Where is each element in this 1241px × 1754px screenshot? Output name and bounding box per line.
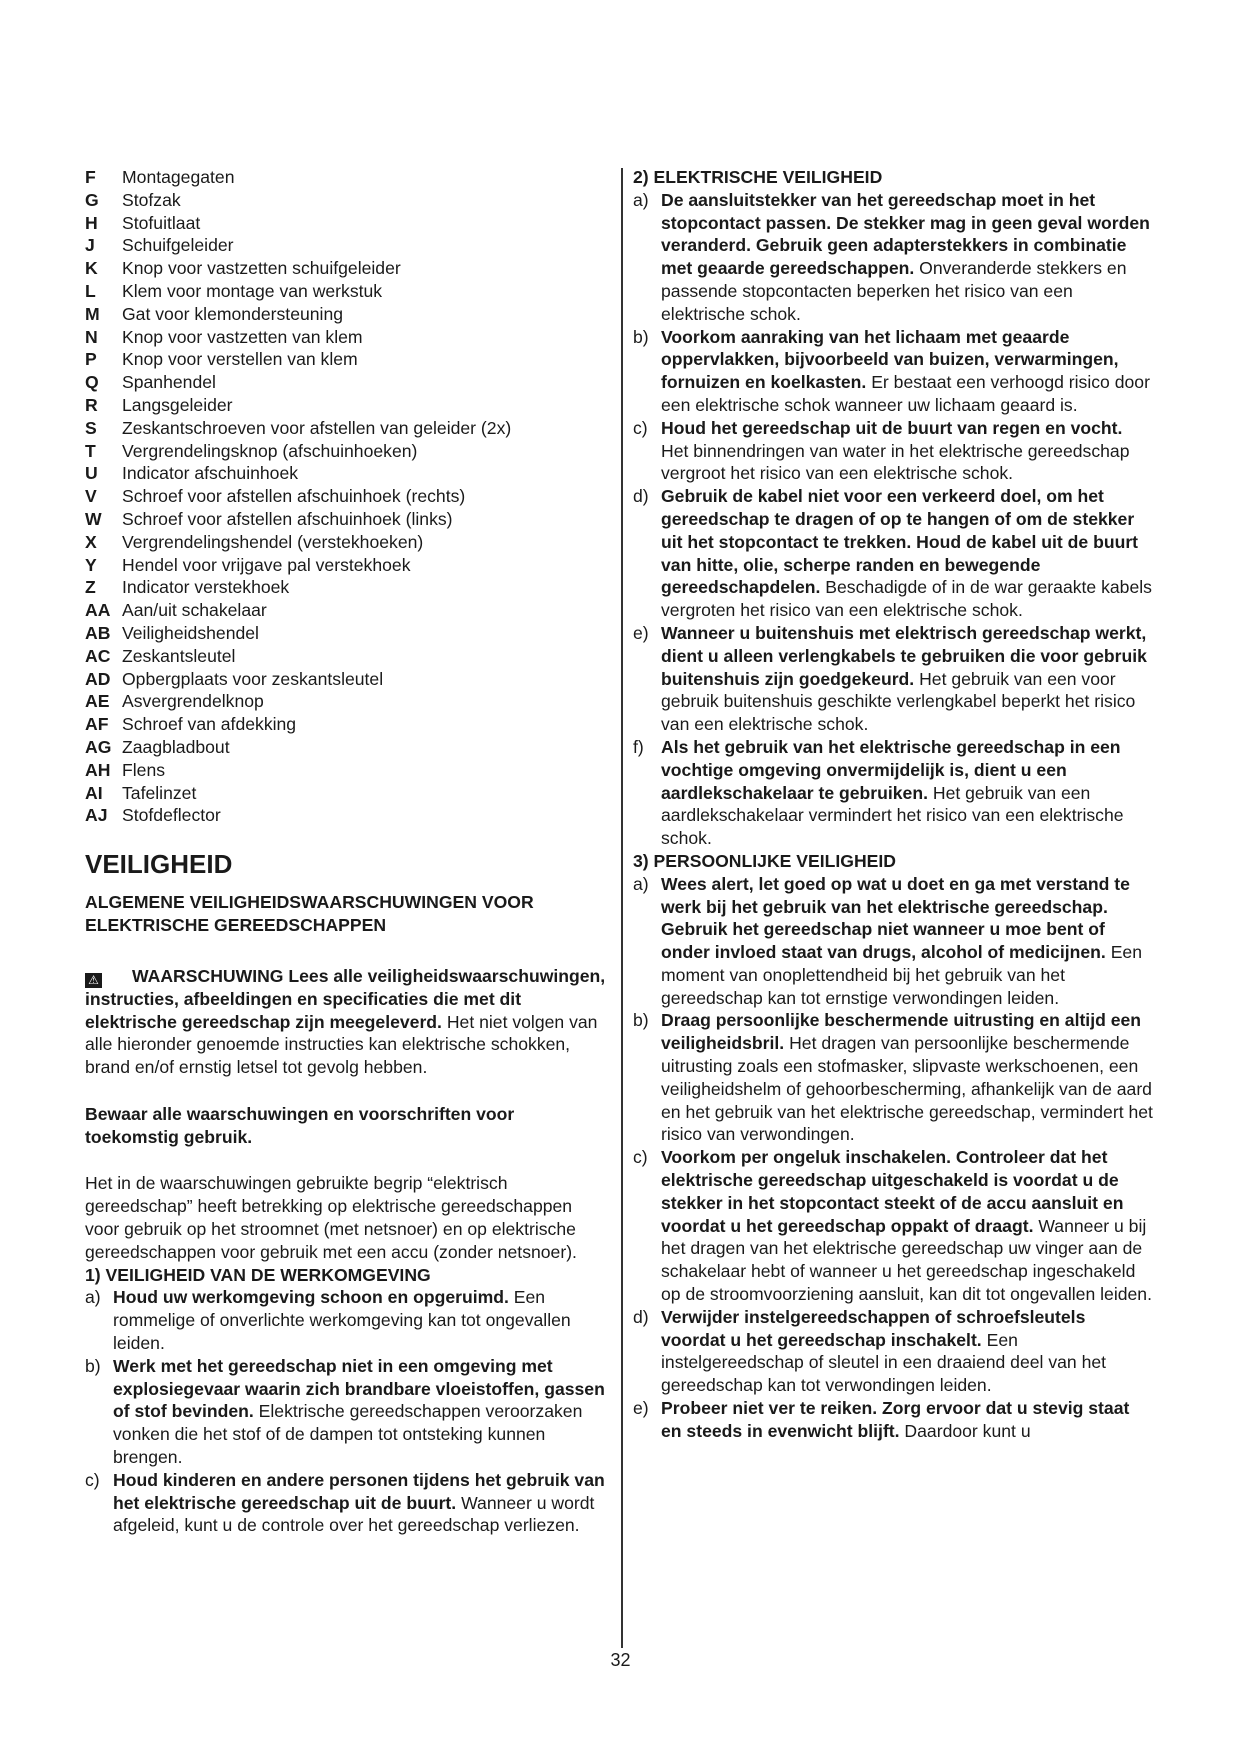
- part-label: Stofzak: [122, 189, 181, 210]
- item-detail: Wanneer u wordt afgeleid, kunt u de controle over het gereedschap verliezen.: [113, 1492, 595, 1536]
- item-label: c): [633, 417, 648, 438]
- part-item: [85, 531, 610, 554]
- part-item: [85, 645, 610, 668]
- part-label: Zeskantschroeven voor afstellen van geleider (2x): [122, 417, 512, 438]
- part-code: T: [85, 440, 96, 461]
- safety-item: [85, 1469, 610, 1537]
- part-code: AC: [85, 645, 111, 666]
- item-bold: Wanneer u buitenshuis met elektrisch gereedschap werkt, dient u alleen verlengkabels te gebruiken die voor gebruik buitenshuis zijn goedgekeurd.: [661, 622, 1147, 689]
- item-detail: Het gebruik van een aardlekschakelaar vermindert het risico van een elektrische schok.: [661, 782, 1124, 849]
- item-text: [661, 1009, 1153, 1146]
- part-label: Montagegaten: [122, 167, 235, 187]
- part-item: [85, 234, 610, 257]
- part-label: Langsgeleider: [122, 394, 233, 415]
- item-text: [661, 1397, 1153, 1443]
- part-label: Zaagbladbout: [122, 736, 230, 757]
- item-label: d): [633, 486, 649, 507]
- part-item: [85, 257, 610, 280]
- part-label: Knop voor vastzetten van klem: [122, 326, 363, 347]
- item-bold: Verwijder instelgereedschappen of schroefsleutels voordat u het gereedschap inschakelt.: [661, 1306, 1086, 1350]
- part-code: AH: [85, 759, 111, 780]
- part-label: Schuifgeleider: [122, 235, 234, 256]
- warning-text: Het niet volgen van alle hieronder genoemde instructies kan elektrische schokken, brand en/of ernstig letsel tot gevolg hebben.: [85, 1011, 598, 1078]
- part-label: Stofuitlaat: [122, 212, 201, 233]
- part-code: F: [85, 167, 96, 187]
- item-text: [113, 1355, 610, 1469]
- part-item: [85, 804, 610, 827]
- part-label: Knop voor vastzetten schuifgeleider: [122, 258, 401, 279]
- part-label: Schroef voor afstellen afschuinhoek (rechts): [122, 486, 466, 507]
- definition-paragraph: Het in de waarschuwingen gebruikte begrip “elektrisch gereedschap” heeft betrekking op elektrische gereedschappen voor gebruik op het stroomnet (met netsnoer) en op elektrische gereedschappen voor gebruik met een accu (zonder netsnoer).: [85, 1173, 577, 1262]
- item-label: a): [633, 189, 649, 210]
- parts-list: [85, 166, 610, 827]
- part-label: Hendel voor vrijgave pal verstekhoek: [122, 554, 411, 575]
- part-code: AF: [85, 714, 109, 735]
- item-text: [661, 485, 1153, 622]
- part-code: AG: [85, 736, 112, 757]
- part-label: Stofdeflector: [122, 805, 221, 826]
- item-label: b): [85, 1355, 101, 1376]
- part-label: Indicator afschuinhoek: [122, 463, 299, 484]
- part-label: Veiligheidshendel: [122, 622, 259, 643]
- item-label: e): [633, 1398, 649, 1419]
- part-item: [85, 554, 610, 577]
- part-item: [85, 326, 610, 349]
- part-item: [85, 462, 610, 485]
- warning-bold: WAARSCHUWING Lees alle veiligheidswaarschuwingen, instructies, afbeeldingen en specificaties die met dit elektrische gereedschap zijn meegeleverd.: [85, 965, 606, 1032]
- item-bold: De aansluitstekker van het gereedschap moet in het stopcontact passen. De stekker mag in geen geval worden veranderd. Gebruik geen adapterstekkers in combinatie met geaarde gereedschappen.: [661, 189, 1150, 279]
- section-1: [85, 1264, 610, 1538]
- item-label: d): [633, 1306, 649, 1327]
- part-code: G: [85, 189, 99, 210]
- section-title: 1) VEILIGHEID VAN DE WERKOMGEVING: [85, 1264, 431, 1285]
- item-text: [661, 1146, 1153, 1306]
- safety-item: [633, 1146, 1153, 1306]
- part-item: [85, 394, 610, 417]
- part-label: Schroef van afdekking: [122, 714, 297, 735]
- part-code: X: [85, 531, 97, 552]
- item-bold: Houd kinderen en andere personen tijdens het gebruik van het elektrische gereedschap uit de buurt.: [113, 1469, 605, 1513]
- part-code: Q: [85, 372, 99, 393]
- item-text: [113, 1286, 610, 1354]
- safety-item: [633, 1397, 1153, 1443]
- part-label: Klem voor montage van werkstuk: [122, 280, 383, 301]
- part-label: Tafelinzet: [122, 782, 197, 803]
- item-detail: Het binnendringen van water in het elektrische gereedschap vergroot het risico van een elektrische schok.: [661, 440, 1130, 484]
- warning-paragraph: [85, 965, 610, 1079]
- part-item: [85, 440, 610, 463]
- part-item: [85, 622, 610, 645]
- part-item: [85, 189, 610, 212]
- item-detail: Elektrische gereedschappen veroorzaken vonken die het stof of de dampen tot ontsteking kunnen brengen.: [113, 1401, 583, 1468]
- part-item: [85, 508, 610, 531]
- item-detail: Daardoor kunt u: [899, 1420, 1031, 1441]
- item-detail: Beschadigde of in de war geraakte kabels vergroten het risico van een elektrische schok.: [661, 577, 1152, 621]
- item-detail: Het dragen van persoonlijke beschermende uitrusting zoals een stofmasker, slipvaste werkschoenen, een veiligheidshelm of gehoorbescherming, afhankelijk van de aard en het gebruik van het elektrische gereedschap, vermindert het risico van verwondingen.: [661, 1033, 1153, 1145]
- part-item: [85, 668, 610, 691]
- item-bold: Gebruik de kabel niet voor een verkeerd doel, om het gereedschap te dragen of op te hangen of om de stekker uit het stopcontact te trekken. Houd de kabel uit de buurt van hitte, olie, scherpe randen en bewegende gereedschapdelen.: [661, 486, 1139, 598]
- part-code: AE: [85, 691, 110, 712]
- safety-item: [633, 1009, 1153, 1146]
- item-text: [661, 1306, 1153, 1397]
- part-item: [85, 371, 610, 394]
- part-code: AJ: [85, 805, 108, 826]
- part-label: Knop voor verstellen van klem: [122, 349, 358, 370]
- part-item: [85, 782, 610, 805]
- item-text: [661, 417, 1153, 485]
- item-label: c): [633, 1147, 648, 1168]
- left-column: [85, 166, 610, 1537]
- safety-item: [633, 326, 1153, 417]
- item-detail: Het gebruik van een voor gebruik buitenshuis geschikte verlengkabel beperkt het risico van een elektrische schok.: [661, 668, 1136, 735]
- item-label: a): [633, 873, 649, 894]
- part-code: S: [85, 417, 97, 438]
- part-item: [85, 348, 610, 371]
- part-code: M: [85, 303, 100, 324]
- page-number: 32: [610, 1650, 631, 1670]
- part-item: [85, 280, 610, 303]
- safety-item: [633, 189, 1153, 326]
- item-text: [661, 326, 1153, 417]
- safety-item: [633, 622, 1153, 736]
- part-item: [85, 166, 610, 189]
- item-bold: Draag persoonlijke beschermende uitrusting en altijd een veiligheidsbril.: [661, 1010, 1142, 1054]
- keep-note-text: Bewaar alle waarschuwingen en voorschriften voor toekomstig gebruik.: [85, 1103, 515, 1147]
- section-2: [633, 166, 1153, 850]
- part-label: Aan/uit schakelaar: [122, 600, 267, 621]
- item-detail: Een rommelige of onverlichte werkomgeving kan tot ongevallen leiden.: [113, 1287, 571, 1354]
- part-label: Vergrendelingshendel (verstekhoeken): [122, 531, 424, 552]
- part-label: Indicator verstekhoek: [122, 577, 290, 598]
- part-code: AI: [85, 782, 103, 803]
- item-bold: Voorkom per ongeluk inschakelen. Controleer dat het elektrische gereedschap uitgeschakeld is voordat u de stekker in het stopcontact steekt of de accu aansluit en voordat u het gereedschap oppakt of draagt.: [661, 1147, 1124, 1236]
- part-label: Asvergrendelknop: [122, 691, 264, 712]
- section-3: [633, 850, 1153, 1443]
- part-code: L: [85, 280, 96, 301]
- part-code: H: [85, 212, 98, 233]
- item-label: b): [633, 1010, 649, 1031]
- part-code: AB: [85, 622, 111, 643]
- part-label: Opbergplaats voor zeskantsleutel: [122, 668, 384, 689]
- safety-item: [633, 1306, 1153, 1397]
- section-items: [633, 189, 1153, 850]
- part-label: Schroef voor afstellen afschuinhoek (links): [122, 508, 453, 529]
- part-item: [85, 759, 610, 782]
- part-code: U: [85, 463, 98, 484]
- item-text: [113, 1469, 610, 1537]
- section-title: 3) PERSOONLIJKE VEILIGHEID: [633, 850, 896, 871]
- item-detail: Onveranderde stekkers en passende stopcontacten beperken het risico van een elektrische schok.: [661, 258, 1127, 324]
- part-label: Zeskantsleutel: [122, 645, 236, 666]
- item-detail: Een instelgereedschap of sleutel in een draaiend deel van het gereedschap kan tot verwondingen leiden.: [661, 1329, 1107, 1396]
- part-code: R: [85, 394, 98, 415]
- part-item: [85, 599, 610, 622]
- part-item: [85, 690, 610, 713]
- right-column: [633, 166, 1153, 1443]
- part-item: [85, 417, 610, 440]
- keep-note: [85, 1103, 610, 1149]
- item-label: e): [633, 622, 649, 643]
- part-label: Spanhendel: [122, 372, 216, 393]
- part-code: Z: [85, 577, 96, 598]
- item-bold: Wees alert, let goed op wat u doet en ga met verstand te werk bij het gebruik van het elektrische gereedschap. Gebruik het gereedschap niet wanneer u moe bent of onder invloed staat van drugs, alcohol of medicijnen.: [661, 873, 1130, 963]
- item-detail: Een moment van onoplettendheid bij het gebruik van het gereedschap kan tot ernstige verwondingen leiden.: [661, 942, 1143, 1008]
- safety-item: [633, 417, 1153, 485]
- item-bold: Voorkom aanraking van het lichaam met geaarde oppervlakken, bijvoorbeeld van buizen, verwarmingen, fornuizen en koelkasten.: [661, 326, 1119, 393]
- part-item: [85, 212, 610, 235]
- section-items: [85, 1286, 610, 1537]
- item-text: [661, 736, 1153, 850]
- item-text: [661, 622, 1153, 736]
- part-code: AA: [85, 600, 111, 621]
- item-text: [661, 189, 1153, 326]
- part-code: W: [85, 508, 102, 529]
- section-subheading: ALGEMENE VEILIGHEIDSWAARSCHUWINGEN VOOR ELEKTRISCHE GEREEDSCHAPPEN: [85, 892, 534, 935]
- part-code: Y: [85, 554, 97, 575]
- item-label: b): [633, 326, 649, 347]
- part-code: AD: [85, 668, 111, 689]
- part-item: [85, 736, 610, 759]
- section-title: 2) ELEKTRISCHE VEILIGHEID: [633, 167, 883, 187]
- item-detail: Er bestaat een verhoogd risico door een elektrische schok wanneer uw lichaam geaard is.: [661, 372, 1150, 415]
- part-code: N: [85, 326, 98, 347]
- item-label: a): [85, 1287, 101, 1308]
- part-code: J: [85, 235, 95, 256]
- safety-item: [633, 485, 1153, 622]
- item-bold: Als het gebruik van het elektrische gereedschap in een vochtige omgeving onvermijdelijk is, dient u een aardlekschakelaar te gebruiken.: [661, 736, 1121, 803]
- section-items: [633, 873, 1153, 1443]
- part-label: Flens: [122, 759, 166, 780]
- part-code: K: [85, 258, 98, 279]
- item-text: [661, 873, 1153, 1010]
- part-item: [85, 576, 610, 599]
- part-item: [85, 713, 610, 736]
- part-item: [85, 485, 610, 508]
- safety-item: [633, 736, 1153, 850]
- safety-item: [633, 873, 1153, 1010]
- item-label: f): [633, 736, 644, 757]
- item-bold: Houd uw werkomgeving schoon en opgeruimd.: [113, 1287, 509, 1308]
- part-label: Vergrendelingsknop (afschuinhoeken): [122, 440, 418, 461]
- part-item: [85, 303, 610, 326]
- item-detail: Wanneer u bij het dragen van het elektrische gereedschap uw vinger aan de schakelaar hebt of wanneer u het gereedschap ingeschakeld op de stroomvoorziening aansluit, kan dit tot ongevallen leiden.: [661, 1215, 1152, 1305]
- safety-item: [85, 1355, 610, 1469]
- column-divider: [621, 168, 623, 1648]
- warning-icon: ⚠: [85, 973, 102, 988]
- item-bold: Probeer niet ver te reiken. Zorg ervoor dat u stevig staat en steeds in evenwicht blijft.: [661, 1398, 1130, 1441]
- item-label: c): [85, 1469, 100, 1490]
- part-code: V: [85, 486, 97, 507]
- part-label: Gat voor klemondersteuning: [122, 303, 344, 324]
- item-bold: Werk met het gereedschap niet in een omgeving met explosiegevaar waarin zich brandbare vloeistoffen, gassen of stof bevinden.: [113, 1355, 605, 1422]
- safety-item: [85, 1286, 610, 1354]
- page-title: VEILIGHEID: [85, 849, 233, 880]
- part-code: P: [85, 349, 97, 370]
- item-bold: Houd het gereedschap uit de buurt van regen en vocht.: [661, 417, 1123, 438]
